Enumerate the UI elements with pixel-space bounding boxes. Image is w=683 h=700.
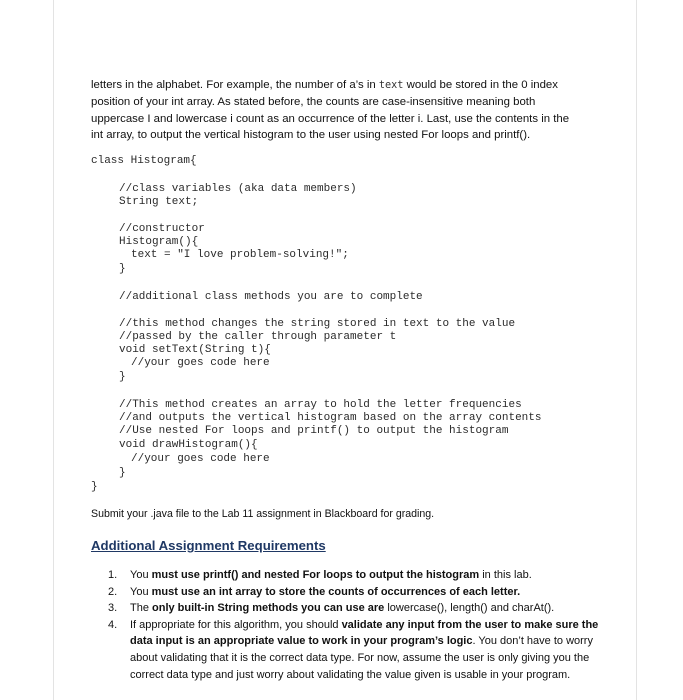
intro-line-2: position of your int array. As stated before, the counts are case-insensitive meaning both [91, 96, 536, 109]
code-line: class Histogram{ [91, 155, 197, 167]
code-line: //passed by the caller through parameter t [119, 331, 397, 343]
req-text: If appropriate for this algorithm, you should [130, 618, 342, 631]
list-number: 4. [108, 618, 118, 631]
req-bold-text: only built-in String methods you can use are [152, 602, 385, 615]
req-text: . You don’t have to worry about validating that it is the correct data type. For now, assume the user is only giving you the correct data type and just worry about validating the value given is usable in your program. [130, 635, 593, 681]
code-line: } [119, 263, 126, 275]
code-line: //your goes code here [131, 357, 270, 369]
list-item [108, 567, 608, 584]
req-text: You [130, 569, 152, 581]
code-line: //Use nested For loops and printf() to output the histogram [119, 425, 509, 437]
intro-line-3: uppercase I and lowercase i count as an occurrence of the letter i. Last, use the contents in the [91, 112, 570, 125]
req-bold-text: must use printf() and nested For loops to output the histogram [151, 569, 480, 581]
code-line: Histogram(){ [119, 236, 199, 248]
code-line: } [119, 371, 126, 383]
list-item [108, 600, 608, 617]
inline-code-text: text [378, 80, 404, 91]
list-number: 2. [108, 585, 118, 598]
code-line: } [91, 481, 98, 493]
submit-instructions: Submit your .java file to the Lab 11 assignment in Blackboard for grading. [91, 508, 435, 520]
list-number: 3. [108, 602, 118, 615]
intro-line-1 [91, 77, 611, 94]
list-item [108, 617, 608, 683]
intro-paragraph [91, 77, 611, 144]
req-bold-text: validate any input from the user to make sure the data input is an appropriate value to work in your program’s logic [130, 618, 599, 648]
list-number: 1. [108, 569, 118, 581]
req-text: lowercase(), length() and charAt(). [384, 602, 555, 615]
code-line: void setText(String t){ [119, 344, 271, 356]
req-text: in this lab. [479, 569, 532, 581]
code-line: //this method changes the string stored in text to the value [119, 318, 516, 330]
section-heading: Additional Assignment Requirements [91, 538, 326, 553]
code-line: //class variables (aka data members) [119, 183, 357, 195]
intro-text: letters in the alphabet. For example, the number of a’s in [91, 79, 379, 91]
code-line: String text; [119, 196, 199, 208]
intro-text: would be stored in the 0 index [403, 79, 558, 91]
code-line: //constructor [119, 223, 205, 235]
req-bold-text: must use an int array to store the counts of occurrences of each letter. [151, 585, 521, 598]
requirements-list [108, 567, 608, 683]
code-line: //This method creates an array to hold the letter frequencies [119, 399, 522, 411]
code-line: void drawHistogram(){ [119, 439, 258, 451]
code-line: //your goes code here [131, 453, 270, 465]
intro-line-4: int array, to output the vertical histogram to the user using nested For loops and printf(). [91, 129, 531, 142]
code-line: text = "I love problem-solving!"; [131, 249, 349, 261]
code-line: //additional class methods you are to complete [119, 291, 423, 303]
req-text: You [130, 585, 152, 598]
list-item [108, 584, 608, 601]
code-line: } [119, 467, 126, 479]
code-line: //and outputs the vertical histogram based on the array contents [119, 412, 542, 424]
req-text: The [130, 602, 153, 615]
